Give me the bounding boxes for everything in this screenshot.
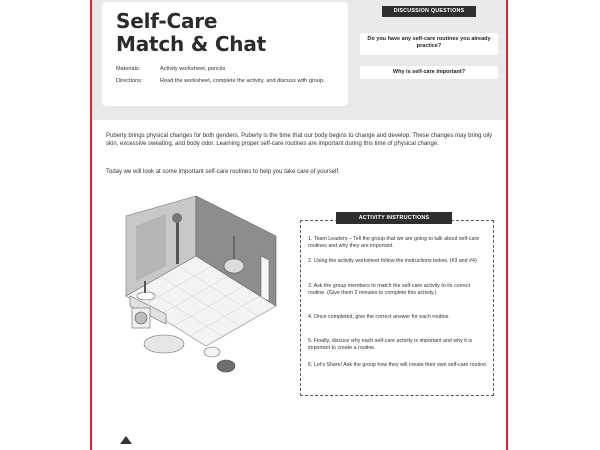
materials-value: Activity worksheet, pencils <box>160 66 226 72</box>
instruction-step: 6. Let’s Share! Ask the group how they will create their own self-care routine. <box>308 362 488 368</box>
title-line-1: Self-Care <box>116 9 218 33</box>
activity-instructions-title: ACTIVITY INSTRUCTIONS <box>336 212 452 224</box>
discussion-question-2: Why is self-care important? <box>360 66 498 79</box>
instruction-step: 2. Using the activity worksheet follow the instructions below. (#3 and #4) <box>308 258 477 264</box>
discussion-questions-title: DISCUSSION QUESTIONS <box>382 6 476 17</box>
instruction-step: 5. Finally, discuss why each self-care activity is important and why it is important to create a routine. <box>308 338 473 351</box>
instruction-step: 4. Once completed, give the correct answer for each routine. <box>308 314 450 320</box>
title-line-2: Match & Chat <box>116 32 266 56</box>
title-card <box>102 2 348 106</box>
directions-label: Directions: <box>116 78 143 84</box>
worksheet-page <box>90 0 508 450</box>
discussion-question-1: Do you have any self-care routines you already practice? <box>360 33 498 55</box>
page-title <box>116 10 336 56</box>
intro-today: Today we will look at some important self-care routines to help you take care of yourself. <box>106 169 340 175</box>
logo-mark-icon <box>120 436 132 444</box>
instruction-step: 1. Team Leaders – Tell the group that we are going to talk about self-care routines and why they are important. <box>308 236 480 249</box>
directions-value: Read the worksheet, complete the activity, and discuss with group. <box>160 78 325 84</box>
bathroom-illustration <box>106 196 286 408</box>
instruction-step: 3. Ask the group members to match the self-care activity to its correct routine. (Give them 2 minutes to complete this activity.) <box>308 283 471 296</box>
materials-label: Materials: <box>116 66 141 72</box>
intro-paragraph: Puberty brings physical changes for both genders. Puberty is the time that our body begins to change and develop. These changes may bring oily skin, excessive sweating, and body odor. Learning proper self-care routines are important during this time of physical change. <box>106 133 493 147</box>
header-band <box>92 0 506 120</box>
